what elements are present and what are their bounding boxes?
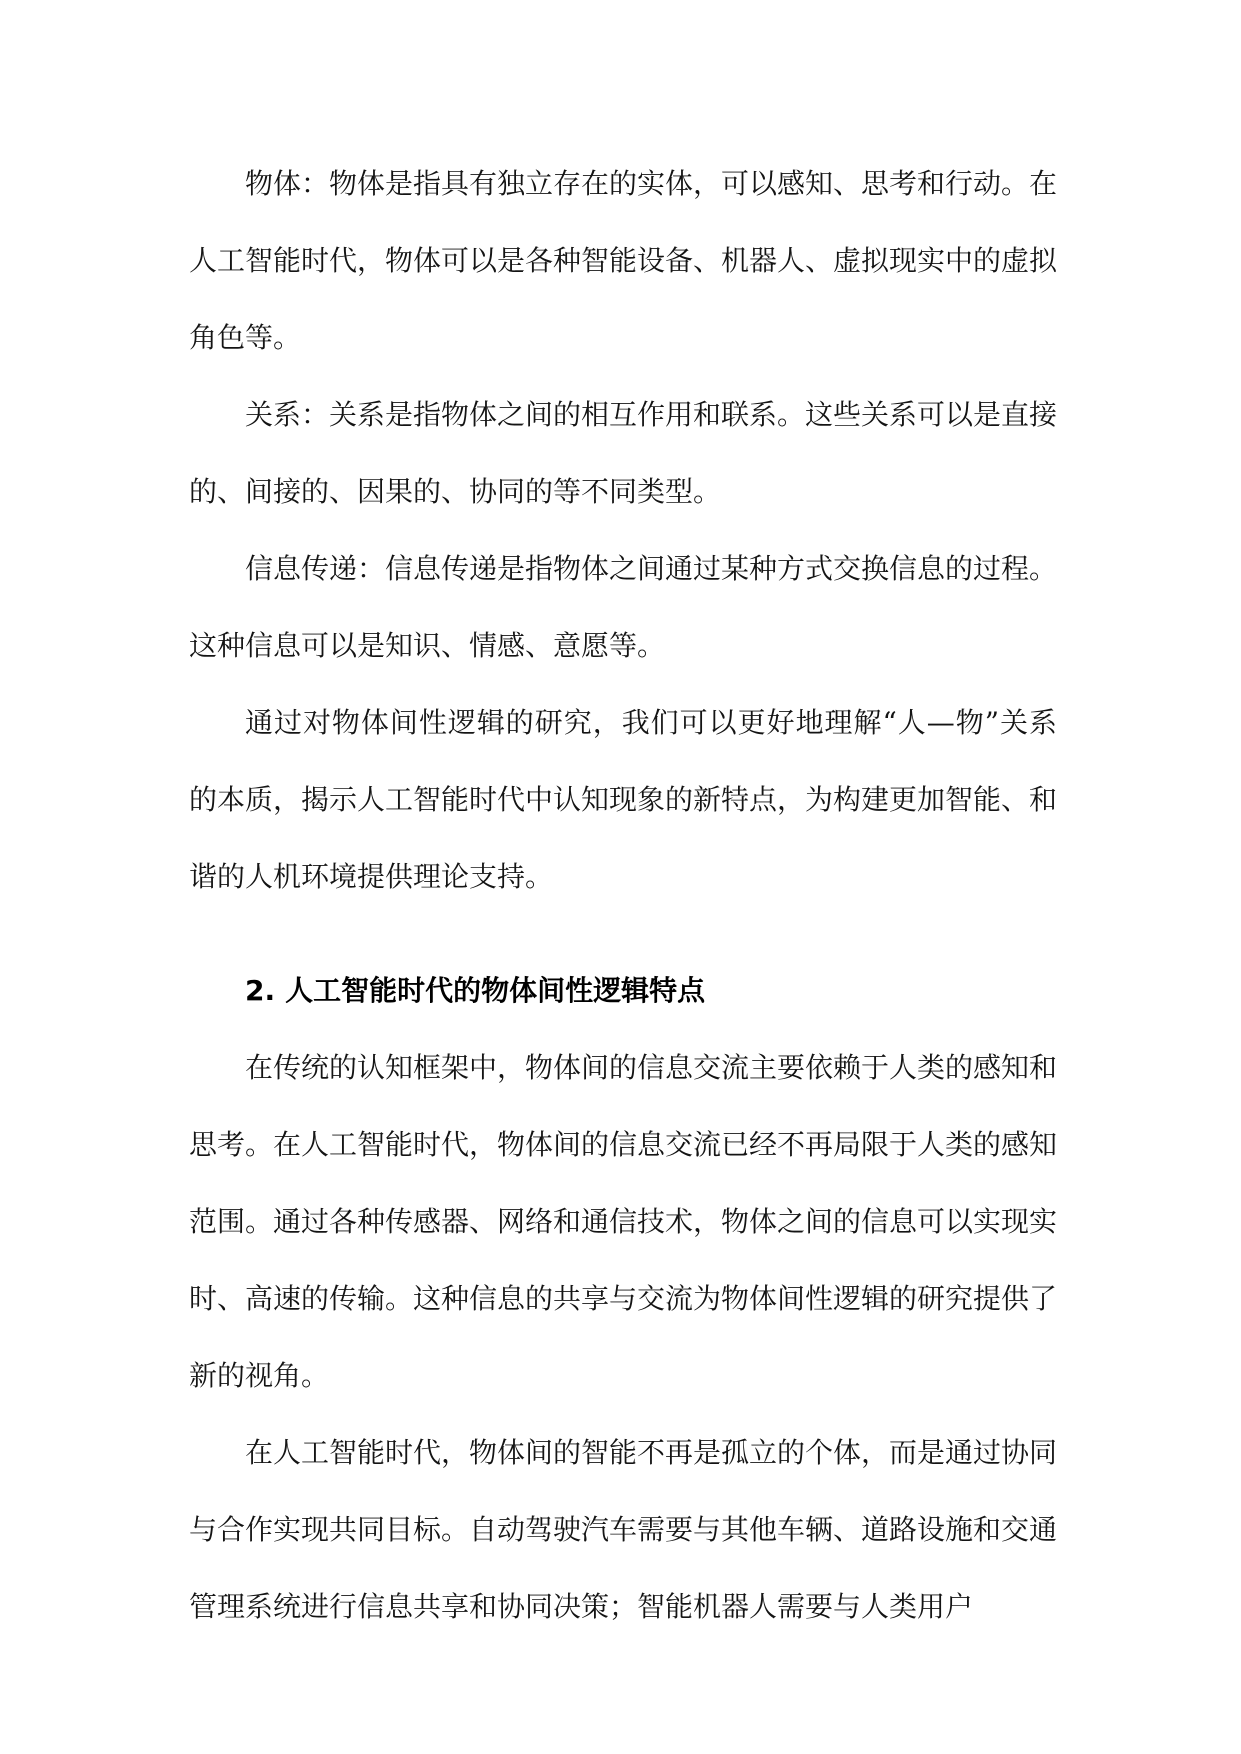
document-body (189, 145, 1057, 1645)
paragraph-relation-definition: 关系：关系是指物体之间的相互作用和联系。这些关系可以是直接的、间接的、因果的、协同的等不同类型。 (189, 398, 1058, 508)
paragraph-information-exchange: 在传统的认知框架中，物体间的信息交流主要依赖于人类的感知和思考。在人工智能时代，物体间的信息交流已经不再局限于人类的感知范围。通过各种传感器、网络和通信技术，物体之间的信息可以实现实时、高速的传输。这种信息的共享与交流为物体间性逻辑的研究提供了新的视角。 (189, 1051, 1058, 1392)
section-number: 2. (245, 974, 276, 1007)
section-heading (189, 952, 1057, 1029)
paragraph-object-definition: 物体：物体是指具有独立存在的实体，可以感知、思考和行动。在人工智能时代，物体可以是各种智能设备、机器人、虚拟现实中的虚拟角色等。 (189, 167, 1058, 354)
paragraph-information-transfer: 信息传递：信息传递是指物体之间通过某种方式交换信息的过程。这种信息可以是知识、情感、意愿等。 (189, 552, 1058, 662)
paragraph-research-significance: 通过对物体间性逻辑的研究，我们可以更好地理解“人—物”关系的本质，揭示人工智能时代中认知现象的新特点，为构建更加智能、和谐的人机环境提供理论支持。 (189, 706, 1058, 893)
paragraph-collaboration: 在人工智能时代，物体间的智能不再是孤立的个体，而是通过协同与合作实现共同目标。自动驾驶汽车需要与其他车辆、道路设施和交通管理系统进行信息共享和协同决策；智能机器人需要与人类用户 (189, 1436, 1058, 1623)
section-title: 人工智能时代的物体间性逻辑特点 (285, 974, 706, 1007)
